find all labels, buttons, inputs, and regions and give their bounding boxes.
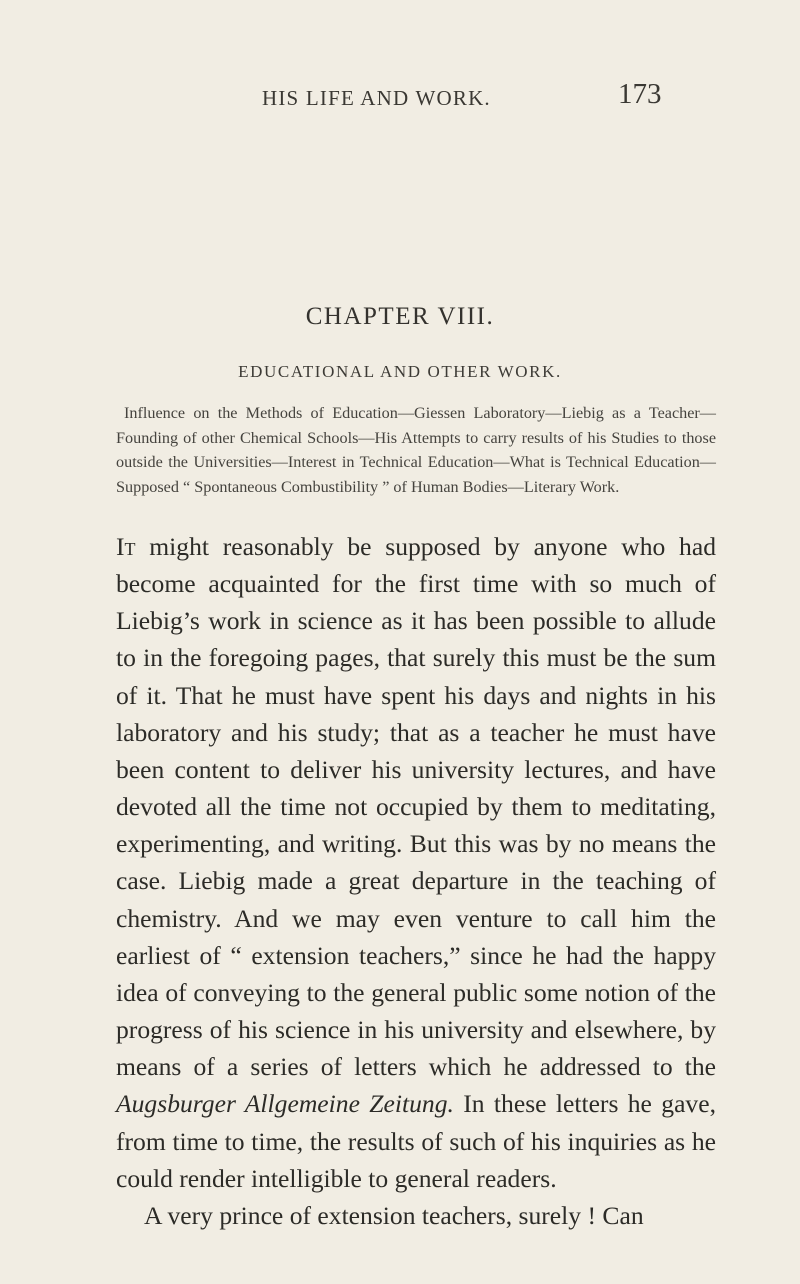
newspaper-title: Augsburger Allgemeine Zeitung. <box>116 1089 454 1119</box>
paragraph-1 <box>116 528 716 1197</box>
chapter-synopsis: Influence on the Methods of Education—Giessen Laboratory—Liebig as a Teacher—Founding of other Chemical Schools—His Attempts to carry results of his Studies to those outside the Universities—Interest in Technical Education—What is Technical Education—Supposed “ Spontaneous Combustibility ” of Human Bodies—Literary Work. <box>116 404 716 496</box>
running-head <box>0 78 800 116</box>
chapter-number: CHAPTER VIII. <box>305 303 495 330</box>
chapter-title: EDUCATIONAL AND OTHER WORK. <box>238 362 562 381</box>
opening-word: It <box>116 532 136 561</box>
paragraph-1-end: In these letters he gave, from time to time, the results of such of his inquiries as he could render intelligible to general readers. <box>116 1089 716 1193</box>
body-text <box>116 528 716 1234</box>
running-title: HIS LIFE AND WORK. <box>262 86 491 110</box>
paragraph-1-start: might reasonably be supposed by anyone who had become acquainted for the first time with so much of Liebig’s work in science as it has been possible to allude to in the foregoing pages, that surely this must be the sum of it. That he must have spent his days and nights in his laboratory and his study; that as a teacher he must have been content to deliver his university lectures, and have devoted all the time not occupied by them to meditating, experimenting, and writing. But this was by no means the case. Liebig made a great departure in the teaching of chemistry. And we may even venture to call him the earliest of “ extension teachers,” since he had the happy idea of conveying to the general public some notion of the progress of his science in his university and elsewhere, by means of a series of letters which he addressed to the <box>116 532 716 1082</box>
paragraph-2: A very prince of extension teachers, surely ! Can <box>144 1200 644 1230</box>
page-number: 173 <box>618 78 662 110</box>
